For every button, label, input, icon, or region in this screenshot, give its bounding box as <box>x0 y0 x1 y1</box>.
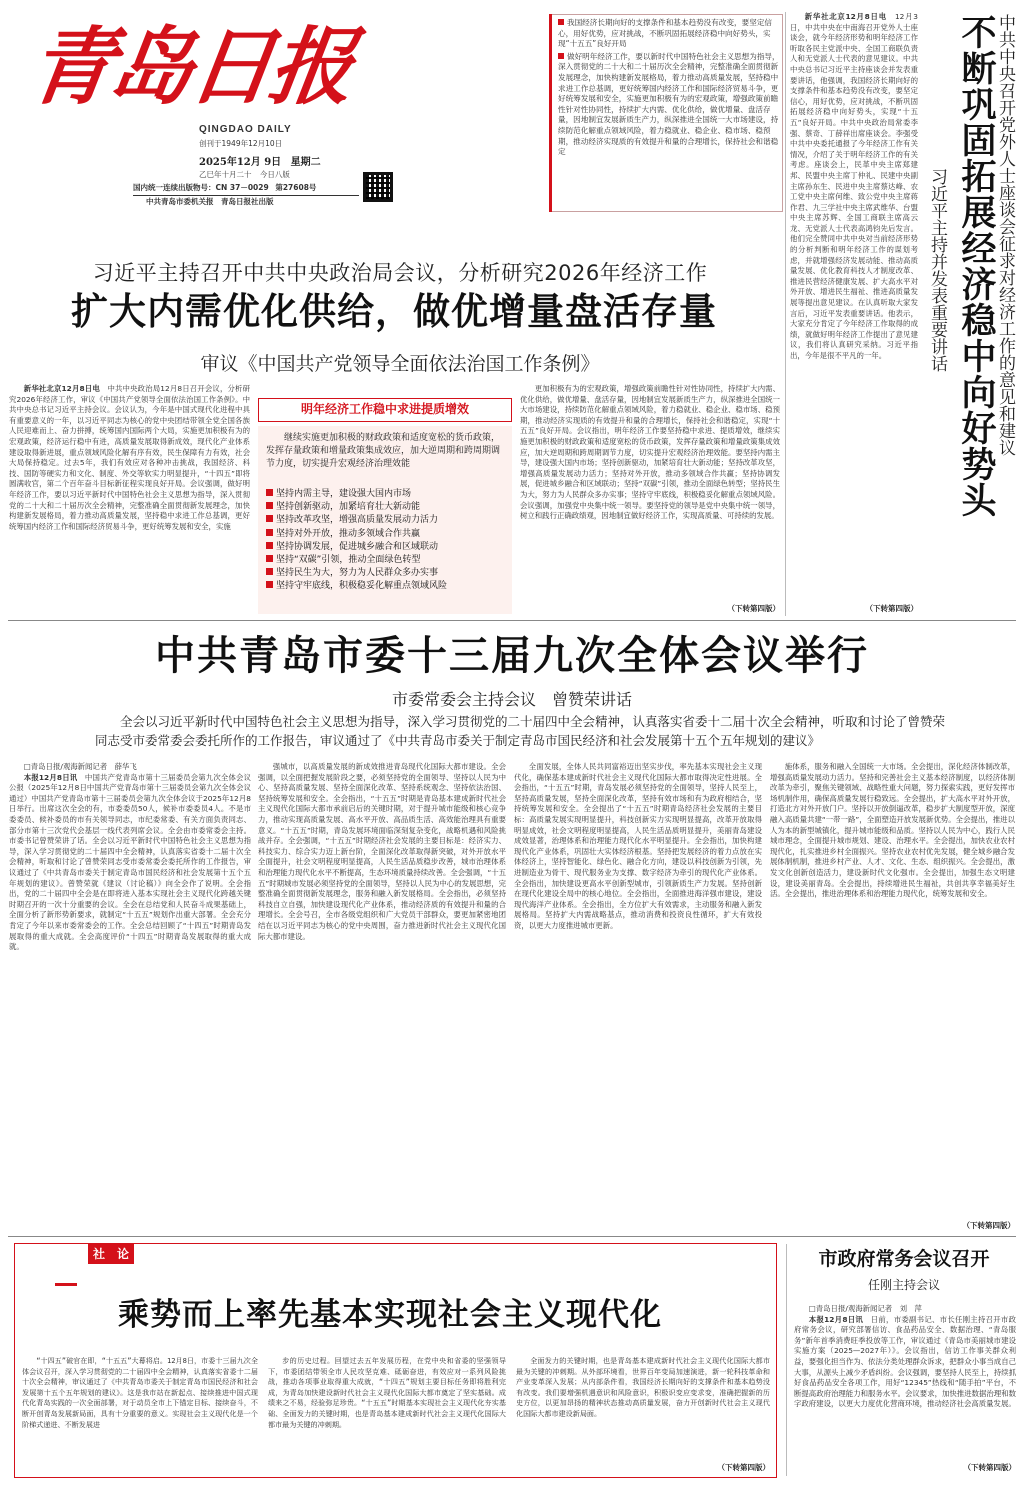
plenary-subhead: 市委常委会主持会议 曾赞荣讲话 <box>391 690 632 709</box>
lead-point: 坚持内需主导，建设强大国内市场 <box>266 488 506 501</box>
plenary-col4 <box>770 762 1015 1218</box>
top-summary-item: 做好明年经济工作，要以新时代中国特色社会主义思想为指导，深入贯彻党的二十大和二十届历次全会精神，完整准确全面贯彻新发展理念，加快构建新发展格局，着力推动高质量发展，坚持稳中求进工作总基调，更好统筹国内经济工作和国际经济贸易斗争，更好统筹发展和安全，实施更加积极有为的宏观政策，增强政策前瞻性针对性协同性，持续扩大内需、优化供给，做优增量、盘活存量，因地制宜发展新质生产力，纵深推进全国统一大市场建设，持续防范化解重点领域风险，着力稳就业、稳企业、稳市场、稳预期，推动经济实现质的有效提升和量的合理增长，保持社会和谐稳定 <box>558 51 780 157</box>
editorial-col3-text: 全面发力的关键时期，也是青岛基本建成新时代社会主义现代化国际大都市最为关键的冲刺期。从外部环境看，世界百年变局加速演进，新一轮科技革命和产业变革深入发展；从内部条件看，我国经济长期向好的支撑条件和基本趋势没有改变。我们要增强机遇意识和风险意识，积极识变应变求变，准确把握新的历史方位，以更加昂扬的精神状态推动高质量发展，奋力开创新时代社会主义现代化国际大都市建设新局面。 <box>516 1356 770 1418</box>
editorial-headline: 乘势而上率先基本实现社会主义现代化 <box>118 1297 662 1333</box>
plenary-col1-text: 中国共产党青岛市第十三届委员会第九次全体会议公报（2025年12月8日中国共产党青岛市第十三届委员会第九次全体会议通过）中国共产党青岛市第十三届委员会第九次全体会议于2025年12月8日举行。出席这次全会的有，市委委员50人，候补市委委员4人。不是市委委员、候补委员的市有关领导同志，市纪委常委、有关方面负责同志、部分市第十三次党代会基层一线代表列席会议。全会由市委常委会主持。市委书记曾赞荣讲了话。全会以习近平新时代中国特色社会主义思想为指导，深入学习贯彻党的二十届四中全会精神，认真落实省委十二届十次全会精神，听取和讨论了曾赞荣同志受市委常委会委托所作的工作报告，审议通过了《中共青岛市委关于制定青岛市国民经济和社会发展第十五个五年规划的建议》。曾赞荣就《建议（讨论稿）》向全会作了说明。全会指出，党的二十届四中全会是在即将进入基本实现社会主义现代化跨越关键时期召开的一次十分重要的会议。全会在总结党和人民奋斗成果基础上，全面分析了新形势新要求，就制定“十五五”规划作出重大部署。全会充分肯定了今年以来市委常委会的工作。全会总结回顾了“十四五”时期青岛发展取得的重大成就。全会高度评价“十四五”时期青岛发展取得的重大成就。 <box>9 772 251 952</box>
editorial-continued[interactable]: （下转第四版） <box>717 1463 770 1472</box>
right-story-continued[interactable]: （下转第四版） <box>865 604 918 613</box>
plenary-col2-text: 强城市，以高质量发展的新成效推进青岛现代化国际大都市建设。全会强调，以全面把握发展阶段之要，必须坚持党的全面领导、坚持以人民为中心、坚持高质量发展、坚持全面深化改革、坚持系统观念、坚持依法治国、坚持统筹发展和安全。全会指出，“十五五”时期是青岛基本建成新时代社会主义现代化国际大都市承前启后的关键时期，对于提升城市能级和核心竞争力，推动实现高质量发展、高水平开放、高品质生活、高效能治理具有重要意义。“十五五”时期，青岛发展环境面临深刻复杂变化，战略机遇和风险挑战并存。全会强调，“十五五”时期经济社会发展的主要目标是：经济实力、科技实力、综合实力迈上新台阶，全面深化改革取得新突破，对外开放水平全面提升，社会文明程度明显提高，人民生活品质稳步改善，城市治理体系和治理能力现代化水平不断提高，生态环境质量持续改善。全会强调，“十五五”时期城市发展必须坚持党的全面领导，坚持以人民为中心的发展思想，完整准确全面贯彻新发展理念，服务和融入新发展格局。全会指出，必须坚持科技自立自强，加快建设现代化产业体系，推动经济质的有效提升和量的合理增长。全会号召，全市各级党组织和广大党员干部群众，要更加紧密地团结在以习近平同志为核心的党中央周围，奋力推进新时代社会主义现代化国际大都市建设。 <box>258 762 506 941</box>
lead-continued[interactable]: （下转第四版） <box>727 604 780 613</box>
bullet-square-icon <box>266 515 273 522</box>
lead-col1 <box>9 384 250 610</box>
bullet-square-icon <box>558 19 564 25</box>
lead-point: 坚持“双碳”引领，推动全面绿色转型 <box>266 554 506 567</box>
plenary-headline: 中共青岛市委十三届九次全体会议举行 <box>155 632 869 679</box>
masthead-pages: 今日八版 <box>259 170 290 179</box>
plenary-deck: 全会以习近平新时代中国特色社会主义思想为指导，深入学习贯彻党的二十届四中全会精神，认真落实省委十二届十次全会精神，听取和讨论了曾赞荣同志受市委常委会委托所作的工作报告，审议通过了《中共青岛市委关于制定青岛市国民经济和社会发展第十五个五年规划的建议》 <box>95 714 946 748</box>
plenary-col4-text: 施体系，服务和融入全国统一大市场。全会提出，深化经济体制改革，增强高质量发展动力活力。坚持和完善社会主义基本经济制度，以经济体制改革为牵引，聚焦关键领域、战略性重大问题，努力探索实践，更好发挥市场机制作用，确保高质量发展行稳致远。全会提出，扩大高水平对外开放，打造北方对外开放门户。坚持以开放倒逼改革，稳步扩大制度型开放，深度融入高质量共建“一带一路”，全面塑造开放发展新优势。全会提出，推进以人为本的新型城镇化，提升城市能级和品质。坚持以人民为中心，践行人民城市理念，全面提升城市规划、建设、治理水平。全会提出，加快农业农村现代化，扎实推进乡村全面振兴。坚持农业农村优先发展，健全城乡融合发展体制机制，推进乡村产业、人才、文化、生态、组织振兴。全会提出，激发文化创新创造活力，建设新时代文化强市。全会提出，加强生态文明建设，建设美丽青岛。全会提出，持续增进民生福祉，共创共享幸福美好生活。全会提出，推进治理体系和治理能力现代化，统筹发展和安全。 <box>770 762 1015 899</box>
editorial-col1 <box>22 1356 258 1472</box>
lead-point: 坚持协调发展，促进城乡融合和区域联动 <box>266 541 506 554</box>
plenary-col1 <box>9 762 251 1232</box>
plenary-dateline: 本报12月8日讯 <box>23 772 78 782</box>
lead-col3 <box>520 384 780 602</box>
council-body-text: 日前，市委副书记、市长任刚主持召开市政府常务会议，研究部署信访、食品药品安全、数据治理、“青岛服务”新年首季消费旺季投放等工作，审议通过《青岛市美丽城市建设实施方案（2025—2027年）》。会议指出，信访工作事关群众利益，要强化担当作为、依法分类处理群众诉求，把群众小事当成自己大事，从源头上减少矛盾纠纷。会议强调，要坚持人民至上，持续抓好食品药品安全各项工作，用好“12345”热线和“随手拍”平台，不断提高政府治理能力和服务水平。会议要求，加快推进数据治理和数字政府建设，以更大力度优化营商环境，推动经济社会高质量发展。 <box>794 1314 1016 1409</box>
editorial-col1-text: “十四五”破官在即，“十五五”大幕将启。12月8日，市委十三届九次全体会议召开，深入学习贯彻党的二十届四中全会精神，认真落实省委十二届十次全会精神，审议通过了《中共青岛市委关于制定青岛市国民经济和社会发展第十五个五年规划的建议》。这是我市站在新起点、接续推进中国式现代化青岛实践的一次全面部署，对于动员全市上下锚定目标、接续奋斗，不断开创青岛发展新局面，具有十分重要的意义。实现社会主义现代化是一个阶梯式递进、不断发展进 <box>22 1356 258 1429</box>
top-summary-item: 我国经济长期向好的支撑条件和基本趋势没有改变，要坚定信心，用好优势，应对挑战，不断巩固拓展经济稳中向好势头，实现“十五五”良好开局 <box>558 18 773 49</box>
lead-pill: 明年经济工作稳中求进提质增效 <box>258 398 512 422</box>
editorial-tag: 社 论 <box>88 1244 134 1264</box>
council-headline: 市政府常务会议召开 <box>818 1248 990 1270</box>
bullet-square-icon <box>266 581 273 588</box>
council-byline: □青岛日报/观海新闻记者 刘 萍 <box>808 1304 922 1313</box>
lead-col1-text: 中共中央政治局12月8日召开会议，分析研究2026年经济工作，审议《中国共产党领导全面依法治国工作条例》。中共中央总书记习近平主持会议。会议认为，今年是中国式现代化进程中具有重要意义的一年，以习近平同志为核心的党中央团结带领全党全国各族人民迎难而上、奋力拼搏，统筹国内国际两个大局，实施更加积极有为的宏观政策，经济运行稳中有进，高质量发展取得新成效，现代化产业体系建设取得新进展，重点领域风险化解有序有效，民生保障有力有效，社会大局保持稳定。过去5年，我们有效应对各种冲击挑战，我国经济、科技、国防等硬实力和文化、制度、外交等软实力明显提升，“十四五”即将圆满收官，第二个百年奋斗目标新征程实现良好开局。会议强调，做好明年经济工作，要以习近平新时代中国特色社会主义思想为指导，深入贯彻党的二十大和二十届历次全会精神，完整准确全面贯彻新发展理念，加快构建新发展格局，着力推动高质量发展，坚持稳中求进工作总基调，更好统筹国内经济工作和国际经济贸易斗争，更好统筹发展和安全，实施 <box>9 384 250 531</box>
lead-point: 坚持对外开放，推动多领域合作共赢 <box>266 528 506 541</box>
masthead-publisher: 中共青岛市委机关报 青岛日报社出版 <box>146 197 274 206</box>
lead-point: 坚持改革攻坚，增强高质量发展动力活力 <box>266 514 506 527</box>
plenary-byline: □青岛日报/观海新闻记者 薛华飞 <box>23 762 137 771</box>
bullet-square-icon <box>558 53 564 59</box>
plenary-col3-text: 全面发展，全体人民共同富裕迈出坚实步伐，率先基本实现社会主义现代化，确保基本建成新时代社会主义现代化国际大都市取得决定性进展。全会指出，“十五五”时期，青岛发展必须坚持党的全面领导，坚持人民至上，坚持高质量发展，坚持全面深化改革，坚持有效市场和有为政府相结合，坚持统筹发展和安全。全会提出了“十五五”时期青岛经济社会发展的主要目标：高质量发展实现明显提升，科技创新实力实现明显提高，改革开放取得明显成效，社会文明程度明显提高，人民生活品质明显提升，美丽青岛建设成效显著，治理体系和治理能力现代化水平明显提升。全会指出，加快构建现代化产业体系，巩固壮大实体经济根基。坚持把发展经济的着力点放在实体经济上，坚持智能化、绿色化、融合化方向，建设以科技创新为引领，先进制造业为骨干、现代服务业为支撑、数字经济为牵引的现代化产业体系。全会指出，加快建设更高水平创新型城市，引领新质生产力发展。坚持创新在现代化建设全局中的核心地位。全会指出，全面推进海洋强市建设，建设现代海洋产业体系。全会指出，全方位扩大有效需求，主动服务和融入新发展格局。坚持扩大内需战略基点，推动消费和投资良性循环，扩大有效投资，以更大力度推进城市更新。 <box>514 762 762 930</box>
masthead-issue: 第27608号 <box>275 183 317 192</box>
bullet-square-icon <box>266 489 273 496</box>
right-story-text: 12月3日，中共中央在中南海召开党外人士座谈会，就今年经济形势和明年经济工作听取各民主党派中央、全国工商联负责人和无党派人士代表的意见建议。中共中央总书记习近平主持座谈会并发表重要讲话，他强调，我国经济长期向好的支撑条件和基本趋势没有改变，要坚定信心，用好优势，应对挑战，不断巩固拓展经济稳中向好势头，实现“十五五”良好开局。中共中央政治局常委李强、蔡奇、丁薛祥出席座谈会。李强受中共中央委托通报了今年经济工作有关情况，介绍了关于明年经济工作的有关考虑。座谈会上，民革中央主席郑建邦、民盟中央主席丁仲礼、民建中央副主席孙东生、民进中央主席蔡达峰、农工党中央主席何维、致公党中央主席蒋作君、九三学社中央主席武维华、台盟中央主席苏辉、全国工商联主席高云龙、无党派人士代表高鸿钧先后发言。他们完全赞同中共中央对当前经济形势的分析判断和明年经济工作的谋划考虑，并就增强经济发展动能、推动高质量发展、优化教育科技人才制度改革、推进民营经济健康发展、扩大高水平对外开放、增进民生福祉、推进高质量发展等提出意见建议。在认真听取大家发言后，习近平发表重要讲话。他表示，大家充分肯定了今年经济工作取得的成绩，就做好明年经济工作提出了意见建议，我们将认真研究采纳。习近平指出，今年是很不平凡的一年。 <box>790 12 918 360</box>
qr-code-icon[interactable] <box>363 172 393 202</box>
lead-box-points <box>266 488 506 594</box>
editorial-col3 <box>516 1356 770 1460</box>
bullet-square-icon <box>266 568 273 575</box>
editorial-col2-text: 步的历史过程。回望过去五年发展历程，在党中央和省委的坚强领导下，市委团结带领全市人民攻坚克难、砥砺奋进，有效应对一系列风险挑战，推动各项事业取得重大成就，“十四五”规划主要目标任务即将胜利完成，为青岛加快建设新时代社会主义现代化国际大都市奠定了坚实基础。成绩来之不易，经验弥足珍贵。“十五五”时期基本实现社会主义现代化夯实基础、全面发力的关键时期，也是青岛基本建成新时代社会主义现代化国际大都市最为关键的冲刺期。 <box>268 1356 506 1429</box>
lead-subhead: 审议《中国共产党领导全面依法治国工作条例》 <box>200 353 600 375</box>
lead-col3-text: 更加积极有为的宏观政策，增强政策前瞻性针对性协同性，持续扩大内需、优化供给，做优增量、盘活存量，因地制宜发展新质生产力，纵深推进全国统一大市场建设，持续防范化解重点领域风险，着力稳就业、稳企业、稳市场、稳预期，推动经济实现质的有效提升和量的合理增长，保持社会和谐稳定，实现“十五五”良好开局。会议指出，明年经济工作要坚持稳中求进、提质增效，继续实施更加积极的财政政策和适度宽松的货币政策，发挥存量政策和增量政策集成效应，加大逆周期和跨周期调节力度，切实提升宏观经济治理效能。要坚持内需主导，建设强大国内市场；坚持创新驱动，加紧培育壮大新动能；坚持改革攻坚，增强高质量发展动力活力；坚持对外开放，推动多领域合作共赢；坚持协调发展，促进城乡融合和区域联动；坚持“双碳”引领，推动全面绿色转型；坚持民生为大，努力为人民群众多办实事；坚持守牢底线，积极稳妥化解重点领域风险。会议强调，加强党中央集中统一领导。要坚持党的领导是党中央集中统一领导，树立和践行正确政绩观，因地制宜做好经济工作，实现高质量、可持续的发展。 <box>520 384 780 521</box>
lead-kicker: 习近平主持召开中共中央政治局会议，分析研究2026年经济工作 <box>92 261 708 285</box>
council-dateline: 本报12月8日讯 <box>808 1314 864 1324</box>
masthead-lunar: 乙巳年十月二十 <box>199 170 252 179</box>
council-body <box>794 1304 1016 1460</box>
council-continued[interactable]: （下转第四版） <box>963 1463 1016 1472</box>
masthead-serial: 国内统一连续出版物号：CN 37－0029 <box>133 183 269 192</box>
lead-box-intro: 继续实施更加积极的财政政策和适度宽松的货币政策，发挥存量政策和增量政策集成效应，加大逆周期和跨周期调节力度，切实提升宏观经济治理效能 <box>266 433 501 469</box>
plenary-col2 <box>258 762 506 1232</box>
lead-point: 坚持民生为大，努力为人民群众多办实事 <box>266 567 506 580</box>
right-story-kicker: 中共中央召开党外人士座谈会征求对经济工作的意见和建议 <box>995 14 1015 456</box>
lead-headline: 扩大内需优化供给，做优增量盘活存量 <box>71 289 717 333</box>
right-story-subkicker: 习近平主持并发表重要讲话 <box>927 168 947 372</box>
top-summary-list <box>558 18 780 158</box>
masthead-english: QINGDAO DAILY <box>199 124 292 135</box>
bullet-square-icon <box>266 529 273 536</box>
bullet-square-icon <box>266 502 273 509</box>
plenary-continued[interactable]: （下转第四版） <box>962 1221 1015 1230</box>
masthead-weekday: 星期二 <box>290 157 321 168</box>
editorial-col2 <box>268 1356 506 1472</box>
bullet-square-icon <box>266 542 273 549</box>
right-story-headline: 不断巩固拓展经济稳中向好势头 <box>956 14 997 518</box>
council-subhead: 任刚主持会议 <box>867 1278 940 1292</box>
bullet-square-icon <box>266 555 273 562</box>
right-story-dateline: 新华社北京12月8日电 <box>804 12 887 21</box>
lead-point: 坚持创新驱动，加紧培育壮大新动能 <box>266 501 506 514</box>
masthead-founded: 创刊于1949年12月10日 <box>199 139 283 148</box>
plenary-col3 <box>514 762 762 1232</box>
right-story-body <box>790 12 918 604</box>
masthead-title: 青岛日报 <box>23 17 358 116</box>
lead-dateline: 新华社北京12月8日电 <box>23 384 100 393</box>
lead-point: 坚持守牢底线，积极稳妥化解重点领域风险 <box>266 580 506 593</box>
masthead-date: 2025年12月 9日 <box>199 157 282 168</box>
